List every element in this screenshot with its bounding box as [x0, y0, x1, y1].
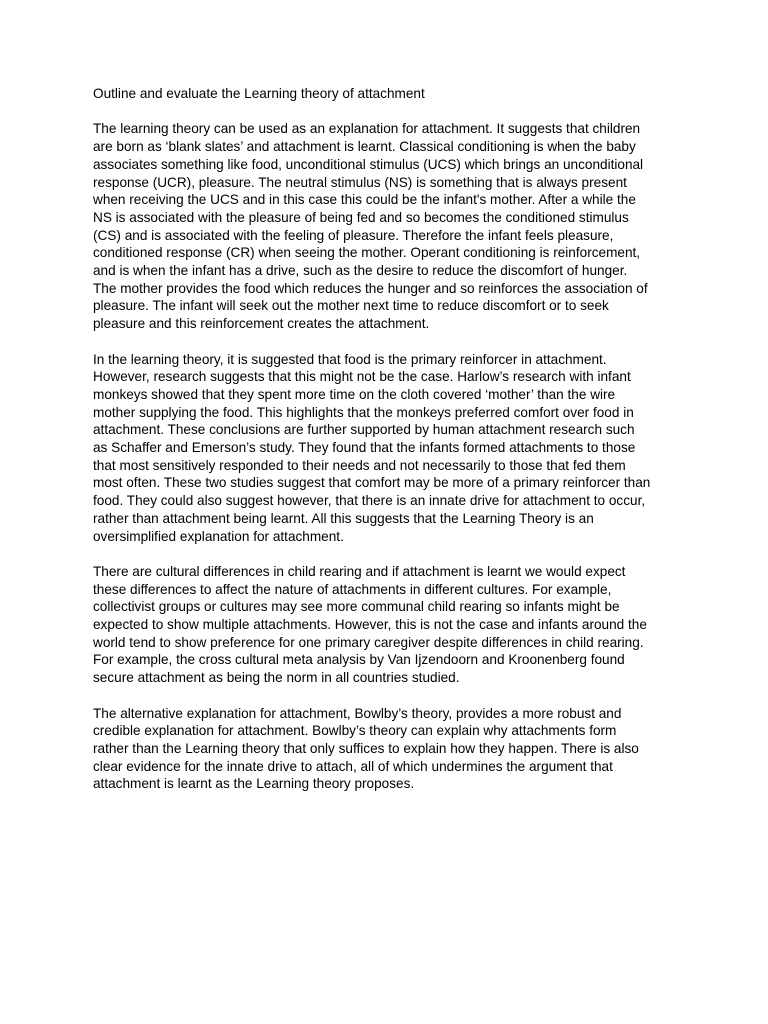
paragraph-alternative-explanation: The alternative explanation for attachment, Bowlby’s theory, provides a more robust and credible explanation for attachment. Bowlby’s theory can explain why attachments form rather than the Learning theory that only suffices to explain how they happen. There is also clear evidence for the innate drive to attach, all of which undermines the argument that attachment is learnt as the Learning theory proposes.	[93, 705, 639, 792]
document-title: Outline and evaluate the Learning theory of attachment	[93, 86, 425, 101]
paragraph-learning-theory: The learning theory can be used as an explanation for attachment. It suggests that children are born as ‘blank slates’ and attachment is learnt. Classical conditioning is when the baby associates something like food, unconditional stimulus (UCS) which brings an unconditional response (UCR), pleasure. The neutral stimulus (NS) is something that is always present when receiving the UCS and in this case this could be the infant's mother. After a while the NS is associated with the pleasure of being fed and so becomes the conditioned stimulus (CS) and is associated with the feeling of pleasure. Therefore the infant feels pleasure, conditioned response (CR) when seeing the mother. Operant conditioning is reinforcement, and is when the infant has a drive, such as the desire to reduce the discomfort of hunger. The mother provides the food which reduces the hunger and so reinforces the association of pleasure. The infant will seek out the mother next time to reduce discomfort or to seek pleasure and this reinforcement creates the attachment.	[93, 121, 648, 332]
document-page	[93, 85, 683, 811]
paragraph-research-evaluation: In the learning theory, it is suggested that food is the primary reinforcer in attachment. However, research suggests that this might not be the case. Harlow’s research with infant monkeys showed that they spent more time on the cloth covered ‘mother’ than the wire mother supplying the food. This highlights that the monkeys preferred comfort over food in attachment. These conclusions are further supported by human attachment research such as Schaffer and Emerson’s study. They found that the infants formed attachments to those that most sensitively responded to their needs and not necessarily to those that fed them most often. These two studies suggest that comfort may be more of a primary reinforcer than food. They could also suggest however, that there is an innate drive for attachment to occur, rather than attachment being learnt. All this suggests that the Learning Theory is an oversimplified explanation for attachment.	[93, 351, 651, 544]
paragraph-cultural-differences: There are cultural differences in child rearing and if attachment is learnt we would expect these differences to affect the nature of attachments in different cultures. For example, collectivist groups or cultures may see more communal child rearing so infants might be expected to show multiple attachments. However, this is not the case and infants around the world tend to show preference for one primary caregiver despite differences in child rearing. For example, the cross cultural meta analysis by Van Ijzendoorn and Kroonenberg found secure attachment as being the norm in all countries studied.	[93, 563, 647, 686]
